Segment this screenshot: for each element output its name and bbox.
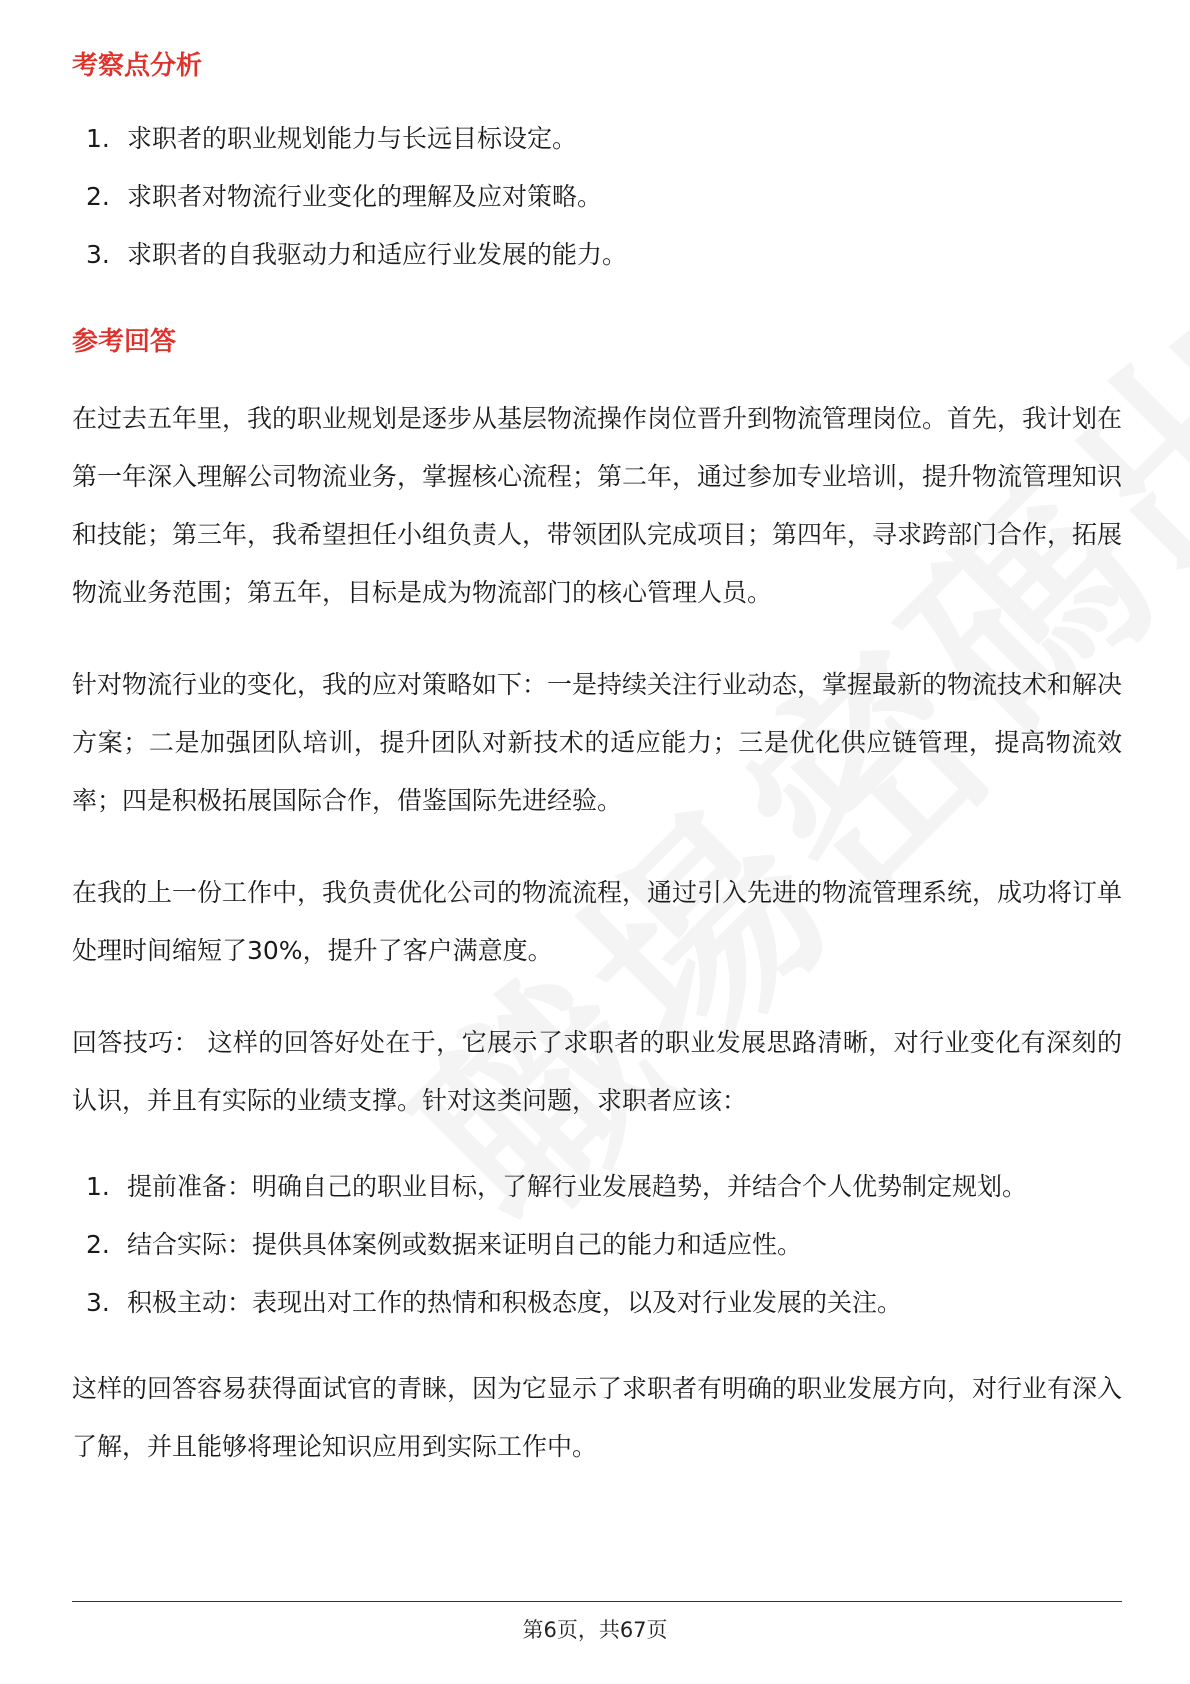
section-title-answer: 参考回答 [72,327,177,357]
list-item-number: 3. [86,240,110,269]
list-item-number: 1. [86,1172,110,1201]
page-content [72,48,1122,1476]
closing-paragraph: 这样的回答容易获得面试官的青睐，因为它显示了求职者有明确的职业发展方向，对行业有深入了解，并且能够将理论知识应用到实际工作中。 [72,1374,1123,1461]
section-title-analysis: 考察点分析 [72,51,203,81]
list-item [72,1216,1122,1274]
answer-paragraph: 在过去五年里，我的职业规划是逐步从基层物流操作岗位晋升到物流管理岗位。首先，我计划在第一年深入理解公司物流业务，掌握核心流程；第二年，通过参加专业培训，提升物流管理知识和技能；第三年，我希望担任小组负责人，带领团队完成项目；第四年，寻求跨部门合作，拓展物流业务范围；第五年，目标是成为物流部门的核心管理人员。 [72,404,1123,607]
answer-paragraph: 在我的上一份工作中，我负责优化公司的物流流程，通过引入先进的物流管理系统，成功将订单处理时间缩短了30%，提升了客户满意度。 [72,878,1123,965]
page-number: 第6页，共67页 [522,1618,668,1642]
list-item-number: 2. [86,182,110,211]
list-item-text: 积极主动：表现出对工作的热情和积极态度，以及对行业发展的关注。 [127,1288,903,1317]
list-item-text: 求职者对物流行业变化的理解及应对策略。 [127,182,603,211]
list-item-text: 求职者的自我驱动力和适应行业发展的能力。 [127,240,628,269]
list-item-number: 2. [86,1230,110,1259]
list-item-text: 求职者的职业规划能力与长远目标设定。 [127,124,578,153]
list-item-text: 提前准备：明确自己的职业目标，了解行业发展趋势，并结合个人优势制定规划。 [127,1172,1028,1201]
list-item-number: 1. [86,124,110,153]
answer-paragraph: 针对物流行业的变化，我的应对策略如下：一是持续关注行业动态，掌握最新的物流技术和解决方案；二是加强团队培训，提升团队对新技术的适应能力；三是优化供应链管理，提高物流效率；四是积极拓展国际合作，借鉴国际先进经验。 [72,670,1123,815]
list-item [72,1158,1122,1216]
list-item [72,1274,1122,1332]
list-item [72,110,1122,168]
footer-divider [72,1601,1122,1602]
list-item [72,226,1122,284]
list-item-text: 结合实际：提供具体案例或数据来证明自己的能力和适应性。 [127,1230,803,1259]
list-item-number: 3. [86,1288,110,1317]
analysis-list [72,110,1122,284]
tips-list [72,1158,1122,1332]
answer-tips-intro: 回答技巧： 这样的回答好处在于，它展示了求职者的职业发展思路清晰，对行业变化有深刻的认识，并且有实际的业绩支撑。针对这类问题，求职者应该： [72,1028,1122,1115]
list-item [72,168,1122,226]
